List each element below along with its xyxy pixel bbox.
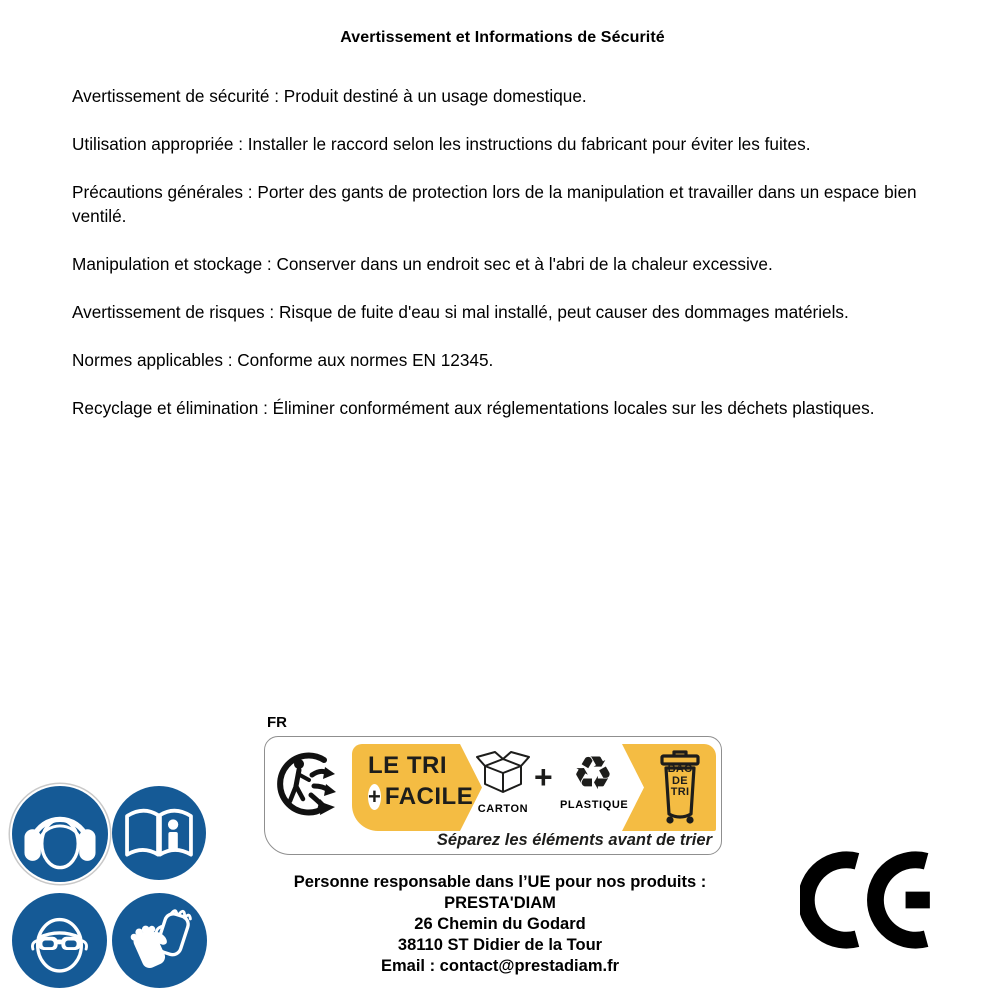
responsible-heading: Personne responsable dans l’UE pour nos produits :	[293, 873, 707, 891]
plastique-label: PLASTIQUE	[560, 799, 629, 811]
paragraph-recycling-disposal: Recyclage et élimination : Éliminer conformément aux réglementations locales sur les déchets plastiques.	[72, 398, 875, 418]
wear-protective-gloves-icon	[112, 893, 207, 988]
paragraph-appropriate-use: Utilisation appropriée : Installer le raccord selon les instructions du fabricant pour éviter les fuites.	[72, 134, 811, 154]
wear-ear-protection-icon	[12, 786, 108, 882]
contact-email: Email : contact@prestadiam.fr	[381, 957, 619, 975]
read-instruction-manual-icon	[112, 786, 206, 880]
page-title: Avertissement et Informations de Sécurité	[340, 29, 665, 46]
plus-separator: +	[534, 759, 553, 795]
bac-de-tri-label: BAC DE TRI	[667, 763, 693, 798]
le-tri-facile-headline	[368, 752, 474, 811]
ce-marking-logo	[800, 847, 942, 953]
country-code-label: FR	[267, 714, 287, 731]
carton-box-icon	[476, 751, 530, 797]
wear-eye-protection-icon	[12, 893, 107, 988]
company-name: PRESTA'DIAM	[444, 894, 556, 912]
plus-circle-icon: +	[368, 784, 381, 809]
triman-logo-icon	[277, 744, 345, 832]
paragraph-handling-storage: Manipulation et stockage : Conserver dans un endroit sec et à l'abri de la chaleur excessive.	[72, 254, 773, 274]
paragraph-safety-warning: Avertissement de sécurité : Produit destiné à un usage domestique.	[72, 86, 587, 106]
carton-label: CARTON	[477, 803, 529, 815]
material-carton	[474, 751, 532, 815]
responsible-entity-block	[250, 872, 750, 977]
address-line-1: 26 Chemin du Godard	[414, 915, 586, 933]
plastic-recycle-icon: ♻	[572, 746, 614, 800]
paragraph-risk-warning: Avertissement de risques : Risque de fuite d'eau si mal installé, peut causer des dommages matériels.	[72, 302, 849, 322]
sorting-instruction: Séparez les éléments avant de trier	[436, 831, 712, 849]
headline-facile: FACILE	[384, 783, 474, 810]
address-line-2: 38110 ST Didier de la Tour	[397, 936, 603, 954]
paragraph-applicable-standards: Normes applicables : Conforme aux normes EN 12345.	[72, 350, 494, 370]
headline-le-tri: LE TRI	[368, 752, 447, 779]
safety-paragraphs	[72, 84, 918, 444]
paragraph-general-precautions: Précautions générales : Porter des gants de protection lors de la manipulation et travailler dans un espace bien ventilé.	[72, 182, 917, 226]
material-plastique	[560, 746, 629, 811]
